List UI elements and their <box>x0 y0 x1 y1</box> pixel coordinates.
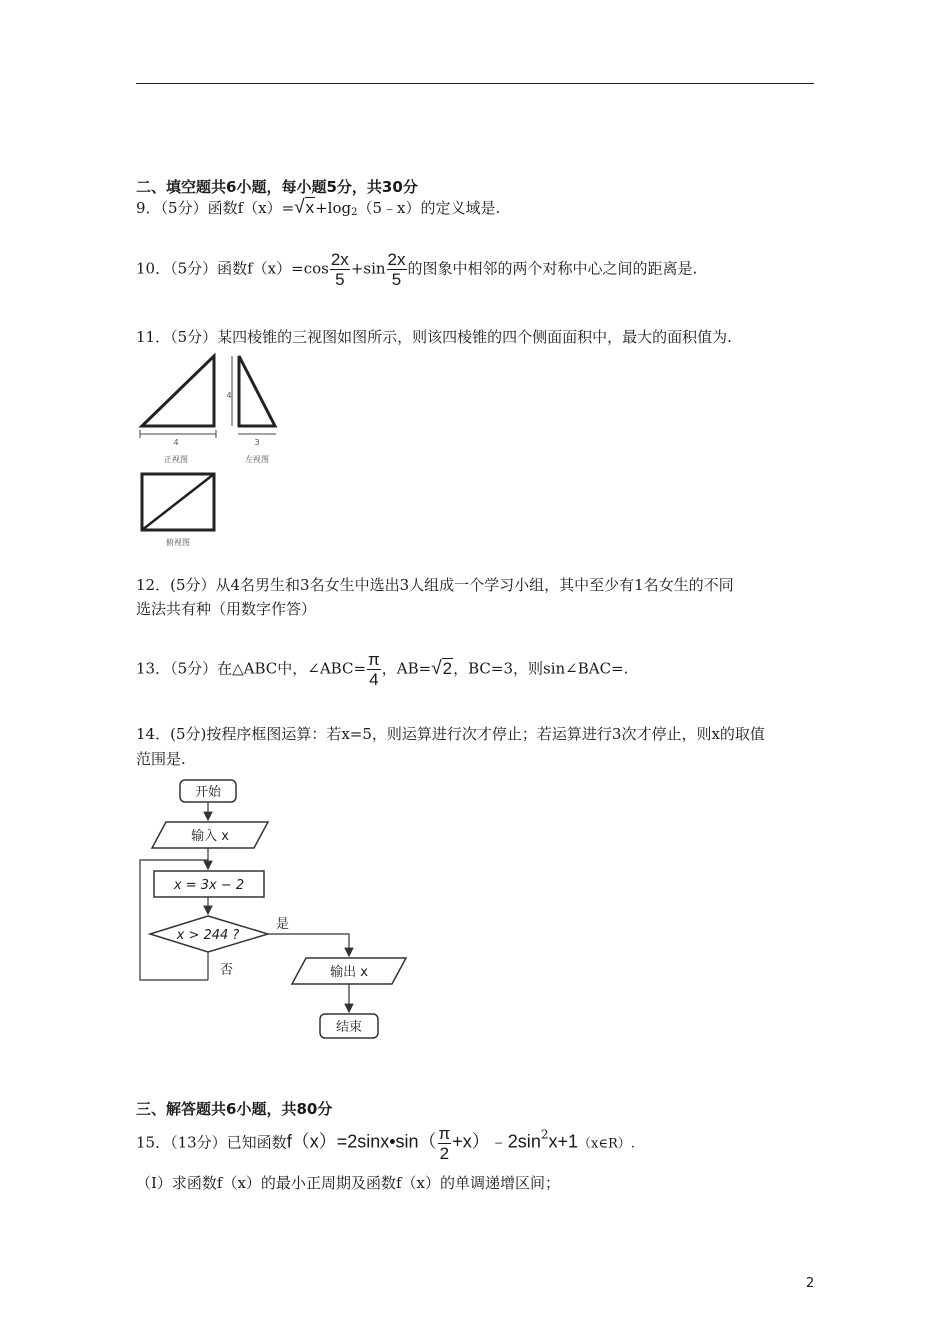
q9-sqrt-arg: x <box>305 198 315 217</box>
q9-text-post: （5﹣x）的定义域是. <box>357 199 501 217</box>
flowchart-yes-label: 是 <box>276 917 290 932</box>
q15-frac-numerator: π <box>438 1124 451 1143</box>
q10-frac2-denominator: 5 <box>391 270 402 289</box>
q10-text-pre: 10．（5分）函数f（x）=cos <box>136 259 329 278</box>
q15-text-post: （x∈R）. <box>578 1136 635 1152</box>
q15-fraction <box>438 1124 452 1163</box>
q15-exponent: 2 <box>540 1127 549 1142</box>
flowchart-assign-label: x = 3x − 2 <box>173 878 245 893</box>
q15-function-part: f（x）=2sinx•sin（ <box>286 1131 437 1152</box>
q13-sqrt-arg: 2 <box>442 658 453 678</box>
q13-text-mid: ，AB= <box>381 659 432 678</box>
page-number: 2 <box>806 1276 815 1291</box>
flowchart-yes-line <box>268 934 349 956</box>
side-view-caption: 左视图 <box>245 455 269 464</box>
question-10 <box>136 250 697 289</box>
q15-frac-denominator: 2 <box>439 1144 450 1163</box>
question-11: 11．（5分）某四棱锥的三视图如图所示，则该四棱锥的四个侧面面积中，最大的面积值为. <box>136 328 732 346</box>
section-2-heading: 二、填空题共6小题，每小题5分，共30分 <box>136 178 418 196</box>
q10-frac2-numerator: 2x <box>387 250 406 269</box>
header-rule <box>136 83 814 84</box>
q10-text-post: 的图象中相邻的两个对称中心之间的距离是. <box>407 259 698 278</box>
q9-sqrt: √x <box>294 197 315 218</box>
top-view-diagonal <box>142 474 214 530</box>
q13-frac-denominator: 4 <box>369 670 379 689</box>
q10-frac1-denominator: 5 <box>335 270 345 289</box>
q10-text-mid: +sin <box>350 259 386 278</box>
question-13 <box>136 650 628 689</box>
question-9 <box>136 198 500 223</box>
q13-sqrt: √2 <box>431 657 453 679</box>
side-view-height-label: 4 <box>226 391 232 400</box>
flowchart-condition-label: x > 244 ? <box>176 928 240 943</box>
q15-text-pre: 15．（13分）已知函数 <box>136 1133 287 1152</box>
front-view-width-label: 4 <box>173 438 179 447</box>
question-12-line-2: 选法共有种（用数字作答） <box>136 600 317 618</box>
q9-text-pre: 9．（5分）函数f（x）= <box>136 199 295 217</box>
q15-n-part: n <box>530 1131 541 1152</box>
q9-log-base: 2 <box>351 207 358 218</box>
side-view-width-label: 3 <box>254 438 260 447</box>
flowchart-start-label: 开始 <box>194 785 222 800</box>
q10-fraction-2 <box>387 250 407 289</box>
question-14-line-2: 范围是. <box>136 750 186 768</box>
q10-frac1-numerator: 2x <box>330 250 349 269</box>
q13-frac-numerator: π <box>368 650 380 669</box>
section-3-heading: 三、解答题共6小题，共80分 <box>136 1100 333 1118</box>
question-15 <box>136 1124 635 1163</box>
front-view-caption: 正视图 <box>164 455 188 464</box>
flowchart-output-label: 输出 x <box>330 965 368 980</box>
side-view-triangle <box>239 356 275 426</box>
three-view-figure <box>136 350 286 550</box>
q15-after-fraction: +x）﹣2si <box>452 1131 531 1152</box>
q13-fraction <box>367 650 381 689</box>
flowchart-no-label: 否 <box>220 963 234 978</box>
q13-text-pre: 13．（5分）在△ABC中，∠ABC= <box>136 659 367 678</box>
flowchart-end-label: 结束 <box>335 1020 363 1035</box>
q10-fraction-1 <box>330 250 350 289</box>
q13-text-post: ，BC=3，则sin∠BAC=. <box>453 659 629 678</box>
question-15-part-1: （Ⅰ）求函数f（x）的最小正周期及函数f（x）的单调递增区间； <box>136 1174 560 1192</box>
front-view-triangle <box>142 356 214 426</box>
flowchart <box>136 776 416 1046</box>
top-view-caption: 俯视图 <box>166 538 190 547</box>
q9-text-mid: +log <box>315 199 352 217</box>
question-14-line-1: 14．(5分)按程序框图运算：若x=5，则运算进行次才停止；若运算进行3次才停止，则x的取值 <box>136 725 765 743</box>
flowchart-input-label: 输入 x <box>191 829 229 844</box>
q15-x-part: x+1 <box>548 1131 578 1152</box>
question-12-line-1: 12．(5分）从4名男生和3名女生中选出3人组成一个学习小组，其中至少有1名女生的不同 <box>136 576 734 594</box>
